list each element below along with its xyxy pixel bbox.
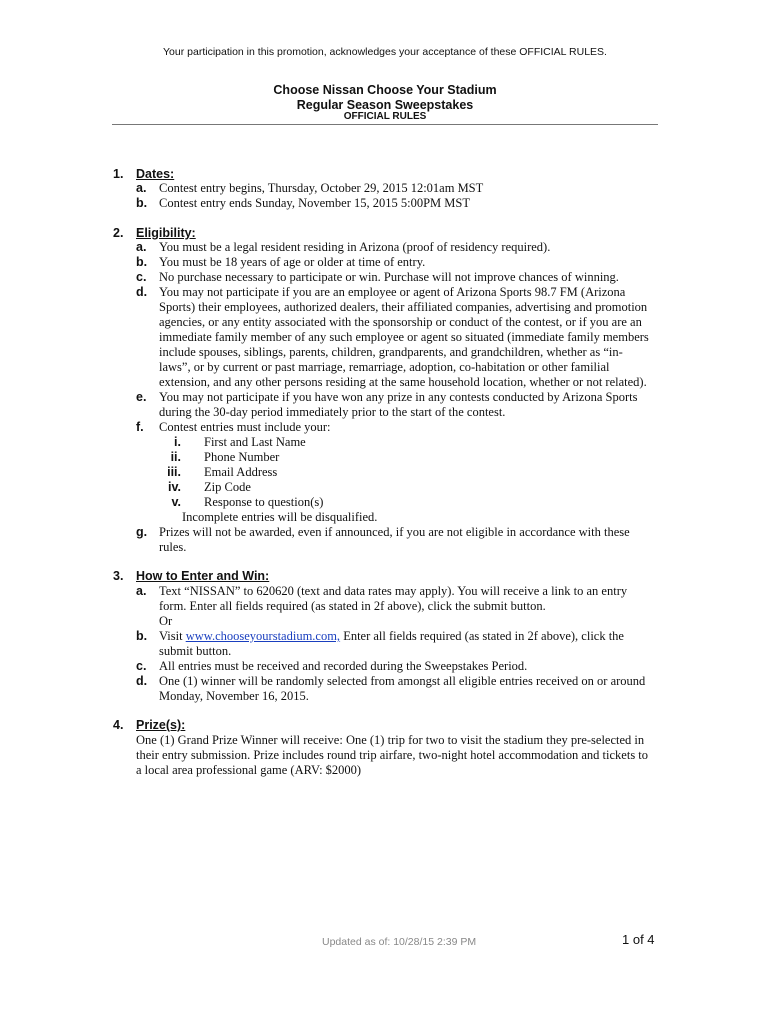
section-number: 2. — [113, 226, 124, 240]
item-text: You must be 18 years of age or older at time of entry. — [159, 255, 426, 269]
item-text-line: agencies, or any entity associated with the sponsorship or conduct of the contest, or if you are an — [159, 315, 642, 329]
item-label: a. — [136, 584, 147, 598]
section-number: 3. — [113, 569, 124, 583]
item-text-line: Text “NISSAN” to 620620 (text and data rates may apply). You will receive a link to an entry — [159, 584, 628, 598]
section-number: 4. — [113, 718, 124, 732]
subitem-text: Response to question(s) — [204, 495, 324, 509]
item-text: You must be a legal resident residing in Arizona (proof of residency required). — [159, 240, 551, 254]
item-label: c. — [136, 270, 147, 284]
item-label: g. — [136, 525, 148, 539]
item-text: All entries must be received and recorded during the Sweepstakes Period. — [159, 659, 528, 673]
prize-text-line: One (1) Grand Prize Winner will receive: One (1) trip for two to visit the stadium they pre-selected in — [136, 733, 645, 747]
subitem-text: First and Last Name — [204, 435, 306, 449]
item-text — [159, 629, 624, 644]
item-text-line: immediate family member of any such employee or agent so situated (immediate family members — [159, 330, 649, 344]
item-text-line: during the 30-day period immediately prior to the start of the contest. — [159, 405, 506, 419]
item-label: d. — [136, 674, 148, 688]
item-label: d. — [136, 285, 148, 299]
subitem-text: Zip Code — [204, 480, 251, 494]
page-subtitle: Regular Season Sweepstakes — [296, 98, 474, 112]
item-text: No purchase necessary to participate or win. Purchase will not improve chances of winning. — [159, 270, 619, 284]
item-text-line: You may not participate if you have won any prize in any contests conducted by Arizona Sports — [159, 390, 638, 404]
item-text-prefix: Visit — [159, 629, 186, 643]
item-text-line: Sports) their employees, authorized dealers, their affiliated companies, advertising and promotion — [159, 300, 648, 314]
item-text-line: include spouses, siblings, parents, children, grandparents, and grandchildren, whether as “in- — [159, 345, 623, 359]
prize-text-line: their entry submission. Prize includes round trip airfare, two-night hotel accommodation and tickets to — [136, 748, 649, 762]
subitem-text: Phone Number — [204, 450, 280, 464]
item-text: Contest entry ends Sunday, November 15, 2015 5:00PM MST — [159, 196, 470, 210]
item-label: b. — [136, 255, 148, 269]
participation-notice: Your participation in this promotion, acknowledges your acceptance of these OFFICIAL RULES. — [163, 46, 607, 58]
item-text-line: rules. — [159, 540, 187, 554]
section-heading: Dates: — [136, 167, 175, 181]
page-number: 1 of 4 — [622, 932, 655, 947]
item-text-line: Prizes will not be awarded, even if announced, if you are not eligible in accordance with these — [159, 525, 630, 539]
section-number: 1. — [113, 167, 124, 181]
item-label: b. — [136, 196, 148, 210]
item-text-line: form. Enter all fields required (as stated in 2f above), click the submit button. — [159, 599, 546, 613]
item-text-line: laws”, or by current or past marriage, remarriage, adoption, co-habitation or other familial — [159, 360, 610, 374]
updated-timestamp: Updated as of: 10/28/15 2:39 PM — [322, 936, 477, 948]
item-text-line: submit button. — [159, 644, 232, 658]
item-text-line: extension, and any other persons residing at the same household location, whether or not related). — [159, 375, 647, 389]
section-heading: Eligibility: — [136, 226, 196, 240]
official-rules-label: OFFICIAL RULES — [343, 111, 427, 122]
header-divider — [112, 124, 658, 125]
subitem-label: iv. — [168, 480, 181, 494]
item-label: f. — [136, 420, 144, 434]
item-text: Contest entries must include your: — [159, 420, 331, 434]
subitem-label: i. — [174, 435, 181, 449]
note-text: Incomplete entries will be disqualified. — [182, 510, 378, 524]
subitem-label: ii. — [170, 450, 181, 464]
item-label: c. — [136, 659, 147, 673]
item-text-suffix: Enter all fields required (as stated in 2f above), click the — [340, 629, 624, 643]
item-text-line: You may not participate if you are an employee or agent of Arizona Sports 98.7 FM (Arizona — [159, 285, 626, 299]
item-label: e. — [136, 390, 147, 404]
page-title: Choose Nissan Choose Your Stadium — [273, 83, 497, 97]
item-label: b. — [136, 629, 148, 643]
subitem-label: v. — [171, 495, 181, 509]
item-text-line: Or — [159, 614, 173, 628]
section-heading: How to Enter and Win: — [136, 569, 270, 583]
website-link[interactable]: www.chooseyourstadium.com, — [185, 629, 341, 643]
item-text: Contest entry begins, Thursday, October 29, 2015 12:01am MST — [159, 181, 484, 195]
section-heading: Prize(s): — [136, 718, 186, 732]
subitem-label: iii. — [167, 465, 181, 479]
item-label: a. — [136, 240, 147, 254]
item-text-line: Monday, November 16, 2015. — [159, 689, 309, 703]
item-label: a. — [136, 181, 147, 195]
item-text-line: One (1) winner will be randomly selected from amongst all eligible entries received on or around — [159, 674, 646, 688]
subitem-text: Email Address — [204, 465, 278, 479]
prize-text-line: a local area professional game (ARV: $2000) — [136, 763, 362, 777]
